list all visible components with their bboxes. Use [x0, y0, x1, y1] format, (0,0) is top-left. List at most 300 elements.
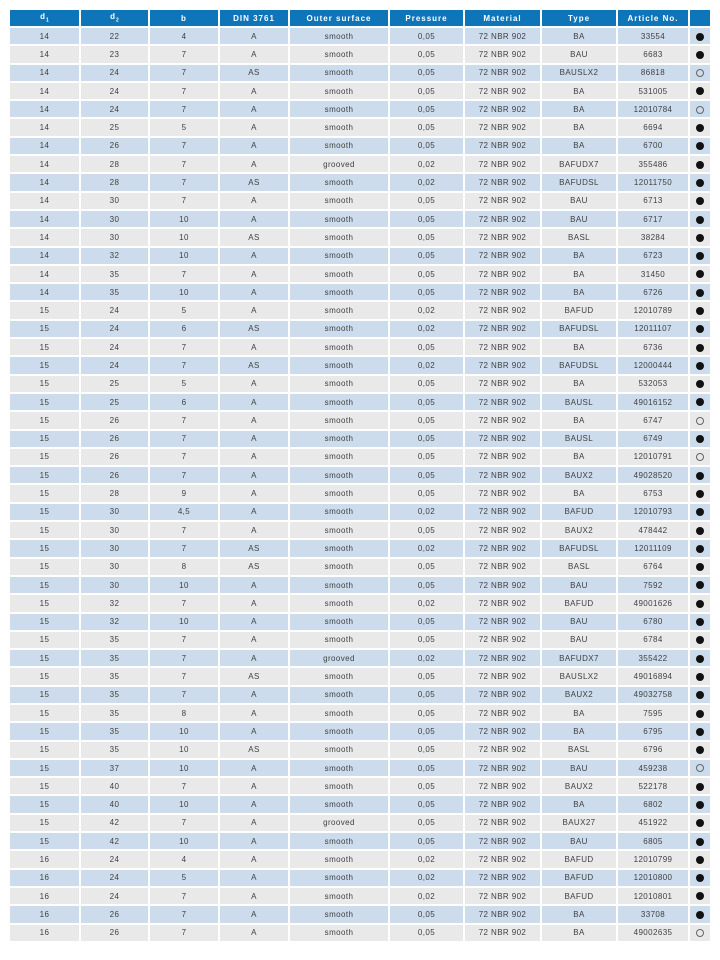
column-header-subscript: 2	[116, 17, 119, 24]
dot-filled-icon	[696, 819, 704, 827]
cell-material: 72 NBR 902	[465, 321, 542, 339]
cell-availability	[690, 833, 710, 851]
cell-type: BA	[542, 723, 618, 741]
cell-pressure: 0,05	[390, 742, 465, 760]
cell-article-no: 12010784	[618, 101, 690, 119]
cell-d2: 37	[81, 760, 150, 778]
cell-din-3761: A	[220, 449, 290, 467]
cell-b: 4,5	[150, 504, 220, 522]
cell-outer-surface: smooth	[290, 28, 390, 46]
cell-availability	[690, 357, 710, 375]
cell-material: 72 NBR 902	[465, 925, 542, 943]
column-header-type	[542, 10, 618, 28]
cell-material: 72 NBR 902	[465, 760, 542, 778]
cell-article-no: 12011109	[618, 540, 690, 558]
cell-availability	[690, 193, 710, 211]
cell-material: 72 NBR 902	[465, 229, 542, 247]
cell-outer-surface: smooth	[290, 595, 390, 613]
column-header-label: b	[181, 13, 187, 23]
column-header-label: DIN 3761	[233, 13, 275, 23]
cell-d2: 24	[81, 357, 150, 375]
dot-filled-icon	[696, 636, 704, 644]
cell-type: BASL	[542, 559, 618, 577]
table-row	[10, 357, 710, 375]
table-row	[10, 870, 710, 888]
cell-availability	[690, 28, 710, 46]
dot-filled-icon	[696, 801, 704, 809]
cell-outer-surface: smooth	[290, 705, 390, 723]
cell-outer-surface: smooth	[290, 614, 390, 632]
cell-pressure: 0,05	[390, 449, 465, 467]
dot-open-icon	[696, 417, 704, 425]
cell-material: 72 NBR 902	[465, 412, 542, 430]
cell-din-3761: A	[220, 376, 290, 394]
cell-outer-surface: smooth	[290, 742, 390, 760]
cell-material: 72 NBR 902	[465, 28, 542, 46]
cell-b: 7	[150, 687, 220, 705]
cell-article-no: 522178	[618, 778, 690, 796]
cell-material: 72 NBR 902	[465, 614, 542, 632]
cell-type: BA	[542, 83, 618, 101]
cell-pressure: 0,05	[390, 339, 465, 357]
cell-material: 72 NBR 902	[465, 431, 542, 449]
dot-filled-icon	[696, 142, 704, 150]
dot-filled-icon	[696, 856, 704, 864]
cell-pressure: 0,05	[390, 906, 465, 924]
cell-b: 9	[150, 485, 220, 503]
cell-article-no: 6749	[618, 431, 690, 449]
cell-pressure: 0,05	[390, 668, 465, 686]
cell-din-3761: AS	[220, 229, 290, 247]
cell-d1: 15	[10, 339, 81, 357]
cell-type: BA	[542, 376, 618, 394]
dot-filled-icon	[696, 179, 704, 187]
cell-b: 7	[150, 888, 220, 906]
dot-filled-icon	[696, 51, 704, 59]
cell-outer-surface: grooved	[290, 815, 390, 833]
cell-d2: 25	[81, 376, 150, 394]
table-row	[10, 705, 710, 723]
cell-type: BA	[542, 138, 618, 156]
cell-material: 72 NBR 902	[465, 302, 542, 320]
cell-article-no: 459238	[618, 760, 690, 778]
cell-material: 72 NBR 902	[465, 376, 542, 394]
dot-filled-icon	[696, 581, 704, 589]
dot-filled-icon	[696, 746, 704, 754]
cell-material: 72 NBR 902	[465, 577, 542, 595]
table-row	[10, 559, 710, 577]
cell-availability	[690, 46, 710, 64]
table-row	[10, 467, 710, 485]
cell-outer-surface: smooth	[290, 925, 390, 943]
cell-d1: 15	[10, 796, 81, 814]
cell-availability	[690, 431, 710, 449]
cell-availability	[690, 796, 710, 814]
cell-d2: 24	[81, 888, 150, 906]
cell-material: 72 NBR 902	[465, 723, 542, 741]
cell-material: 72 NBR 902	[465, 339, 542, 357]
column-header-label: d	[110, 12, 117, 22]
cell-article-no: 7592	[618, 577, 690, 595]
cell-availability	[690, 504, 710, 522]
table-row	[10, 504, 710, 522]
cell-material: 72 NBR 902	[465, 504, 542, 522]
cell-din-3761: A	[220, 723, 290, 741]
cell-outer-surface: smooth	[290, 632, 390, 650]
cell-outer-surface: smooth	[290, 83, 390, 101]
cell-pressure: 0,05	[390, 28, 465, 46]
cell-din-3761: AS	[220, 174, 290, 192]
cell-b: 7	[150, 815, 220, 833]
cell-b: 8	[150, 559, 220, 577]
cell-outer-surface: smooth	[290, 760, 390, 778]
cell-type: BA	[542, 485, 618, 503]
dot-filled-icon	[696, 124, 704, 132]
cell-material: 72 NBR 902	[465, 357, 542, 375]
cell-din-3761: A	[220, 28, 290, 46]
cell-d2: 30	[81, 522, 150, 540]
cell-material: 72 NBR 902	[465, 650, 542, 668]
cell-article-no: 6747	[618, 412, 690, 430]
dot-filled-icon	[696, 563, 704, 571]
cell-d2: 35	[81, 723, 150, 741]
cell-d1: 15	[10, 394, 81, 412]
cell-b: 7	[150, 46, 220, 64]
cell-din-3761: A	[220, 851, 290, 869]
cell-availability	[690, 760, 710, 778]
cell-pressure: 0,02	[390, 321, 465, 339]
dot-filled-icon	[696, 87, 704, 95]
cell-article-no: 6805	[618, 833, 690, 851]
dot-filled-icon	[696, 892, 704, 900]
cell-din-3761: AS	[220, 540, 290, 558]
column-header-availability	[690, 10, 710, 28]
cell-d2: 25	[81, 394, 150, 412]
cell-outer-surface: smooth	[290, 266, 390, 284]
cell-pressure: 0,05	[390, 412, 465, 430]
cell-article-no: 451922	[618, 815, 690, 833]
cell-pressure: 0,05	[390, 577, 465, 595]
cell-din-3761: AS	[220, 357, 290, 375]
cell-din-3761: A	[220, 485, 290, 503]
dot-filled-icon	[696, 618, 704, 626]
cell-din-3761: A	[220, 796, 290, 814]
dot-filled-icon	[696, 325, 704, 333]
cell-d2: 30	[81, 211, 150, 229]
cell-material: 72 NBR 902	[465, 888, 542, 906]
cell-outer-surface: smooth	[290, 284, 390, 302]
cell-b: 7	[150, 193, 220, 211]
table-row	[10, 595, 710, 613]
cell-d2: 24	[81, 321, 150, 339]
cell-d1: 15	[10, 742, 81, 760]
cell-outer-surface: smooth	[290, 229, 390, 247]
cell-article-no: 12010791	[618, 449, 690, 467]
cell-article-no: 6796	[618, 742, 690, 760]
cell-availability	[690, 705, 710, 723]
dot-open-icon	[696, 929, 704, 937]
cell-type: BAFUD	[542, 851, 618, 869]
cell-material: 72 NBR 902	[465, 46, 542, 64]
cell-material: 72 NBR 902	[465, 796, 542, 814]
table-row	[10, 449, 710, 467]
cell-type: BAFUDSL	[542, 357, 618, 375]
cell-article-no: 49016152	[618, 394, 690, 412]
cell-outer-surface: smooth	[290, 394, 390, 412]
cell-din-3761: A	[220, 431, 290, 449]
cell-outer-surface: smooth	[290, 376, 390, 394]
cell-b: 7	[150, 266, 220, 284]
cell-d1: 14	[10, 193, 81, 211]
table-row	[10, 577, 710, 595]
cell-d2: 32	[81, 595, 150, 613]
cell-article-no: 49016894	[618, 668, 690, 686]
cell-type: BAFUDX7	[542, 650, 618, 668]
cell-article-no: 6726	[618, 284, 690, 302]
cell-din-3761: A	[220, 906, 290, 924]
cell-d2: 25	[81, 119, 150, 137]
cell-d1: 15	[10, 412, 81, 430]
cell-pressure: 0,05	[390, 614, 465, 632]
table-row	[10, 851, 710, 869]
cell-type: BA	[542, 412, 618, 430]
cell-material: 72 NBR 902	[465, 595, 542, 613]
cell-din-3761: A	[220, 778, 290, 796]
cell-type: BA	[542, 119, 618, 137]
cell-din-3761: A	[220, 266, 290, 284]
cell-din-3761: A	[220, 412, 290, 430]
table-row	[10, 28, 710, 46]
cell-availability	[690, 138, 710, 156]
cell-d2: 35	[81, 742, 150, 760]
cell-outer-surface: smooth	[290, 668, 390, 686]
dot-filled-icon	[696, 655, 704, 663]
cell-outer-surface: grooved	[290, 156, 390, 174]
cell-din-3761: AS	[220, 321, 290, 339]
cell-availability	[690, 485, 710, 503]
cell-d1: 15	[10, 321, 81, 339]
cell-pressure: 0,05	[390, 632, 465, 650]
cell-din-3761: A	[220, 595, 290, 613]
cell-availability	[690, 851, 710, 869]
cell-d1: 16	[10, 888, 81, 906]
cell-d1: 15	[10, 614, 81, 632]
table-row	[10, 668, 710, 686]
cell-d2: 26	[81, 431, 150, 449]
cell-article-no: 12010793	[618, 504, 690, 522]
cell-b: 7	[150, 467, 220, 485]
cell-b: 10	[150, 229, 220, 247]
cell-outer-surface: smooth	[290, 796, 390, 814]
cell-din-3761: A	[220, 46, 290, 64]
cell-type: BAUX2	[542, 778, 618, 796]
cell-article-no: 12010799	[618, 851, 690, 869]
cell-article-no: 6694	[618, 119, 690, 137]
cell-article-no: 355422	[618, 650, 690, 668]
column-header-label: Article No.	[627, 13, 679, 23]
cell-pressure: 0,05	[390, 284, 465, 302]
cell-d2: 26	[81, 925, 150, 943]
cell-d1: 15	[10, 559, 81, 577]
cell-pressure: 0,02	[390, 650, 465, 668]
table-row	[10, 101, 710, 119]
cell-b: 10	[150, 742, 220, 760]
cell-type: BA	[542, 906, 618, 924]
cell-type: BAFUDSL	[542, 321, 618, 339]
cell-article-no: 6713	[618, 193, 690, 211]
cell-pressure: 0,05	[390, 796, 465, 814]
cell-d2: 26	[81, 138, 150, 156]
cell-availability	[690, 412, 710, 430]
cell-din-3761: A	[220, 577, 290, 595]
cell-article-no: 6784	[618, 632, 690, 650]
cell-d2: 26	[81, 449, 150, 467]
cell-type: BA	[542, 449, 618, 467]
dot-filled-icon	[696, 197, 704, 205]
cell-pressure: 0,05	[390, 559, 465, 577]
cell-type: BAU	[542, 614, 618, 632]
dot-filled-icon	[696, 911, 704, 919]
cell-article-no: 12011107	[618, 321, 690, 339]
cell-availability	[690, 888, 710, 906]
cell-article-no: 33708	[618, 906, 690, 924]
dot-filled-icon	[696, 874, 704, 882]
cell-type: BAUX27	[542, 815, 618, 833]
table-body	[10, 28, 710, 943]
column-header-d1	[10, 10, 81, 28]
cell-type: BASL	[542, 229, 618, 247]
cell-d2: 24	[81, 851, 150, 869]
cell-material: 72 NBR 902	[465, 833, 542, 851]
cell-type: BA	[542, 925, 618, 943]
cell-d1: 15	[10, 687, 81, 705]
cell-type: BAFUDX7	[542, 156, 618, 174]
cell-d1: 15	[10, 302, 81, 320]
table-row	[10, 614, 710, 632]
column-header-d2	[81, 10, 150, 28]
cell-pressure: 0,02	[390, 870, 465, 888]
cell-material: 72 NBR 902	[465, 705, 542, 723]
cell-material: 72 NBR 902	[465, 174, 542, 192]
cell-din-3761: AS	[220, 559, 290, 577]
cell-d1: 14	[10, 119, 81, 137]
cell-article-no: 12010800	[618, 870, 690, 888]
cell-article-no: 532053	[618, 376, 690, 394]
cell-type: BAU	[542, 193, 618, 211]
cell-availability	[690, 174, 710, 192]
column-header-din-3761	[220, 10, 290, 28]
cell-din-3761: A	[220, 284, 290, 302]
cell-din-3761: A	[220, 614, 290, 632]
cell-din-3761: A	[220, 302, 290, 320]
cell-din-3761: AS	[220, 742, 290, 760]
cell-material: 72 NBR 902	[465, 906, 542, 924]
cell-outer-surface: smooth	[290, 870, 390, 888]
cell-d1: 14	[10, 101, 81, 119]
cell-d1: 16	[10, 870, 81, 888]
table-row	[10, 156, 710, 174]
cell-material: 72 NBR 902	[465, 815, 542, 833]
cell-din-3761: A	[220, 193, 290, 211]
cell-outer-surface: smooth	[290, 449, 390, 467]
cell-availability	[690, 266, 710, 284]
cell-pressure: 0,02	[390, 357, 465, 375]
cell-article-no: 6780	[618, 614, 690, 632]
cell-outer-surface: smooth	[290, 431, 390, 449]
cell-pressure: 0,05	[390, 760, 465, 778]
dot-filled-icon	[696, 527, 704, 535]
cell-d1: 15	[10, 632, 81, 650]
table-row	[10, 412, 710, 430]
cell-b: 7	[150, 339, 220, 357]
cell-b: 7	[150, 906, 220, 924]
table-row	[10, 376, 710, 394]
dot-filled-icon	[696, 472, 704, 480]
cell-article-no: 12010801	[618, 888, 690, 906]
cell-outer-surface: smooth	[290, 211, 390, 229]
cell-availability	[690, 906, 710, 924]
table-row	[10, 248, 710, 266]
dot-filled-icon	[696, 783, 704, 791]
cell-d1: 15	[10, 540, 81, 558]
cell-type: BASL	[542, 742, 618, 760]
cell-pressure: 0,05	[390, 119, 465, 137]
cell-outer-surface: smooth	[290, 559, 390, 577]
cell-b: 7	[150, 138, 220, 156]
cell-b: 10	[150, 796, 220, 814]
dot-filled-icon	[696, 216, 704, 224]
cell-outer-surface: smooth	[290, 174, 390, 192]
cell-din-3761: A	[220, 888, 290, 906]
cell-din-3761: A	[220, 101, 290, 119]
cell-pressure: 0,02	[390, 851, 465, 869]
cell-material: 72 NBR 902	[465, 193, 542, 211]
cell-b: 7	[150, 778, 220, 796]
cell-d2: 26	[81, 906, 150, 924]
cell-din-3761: A	[220, 833, 290, 851]
cell-d1: 15	[10, 668, 81, 686]
cell-outer-surface: smooth	[290, 778, 390, 796]
column-header-label: Outer surface	[306, 13, 372, 23]
cell-b: 7	[150, 668, 220, 686]
table-row	[10, 138, 710, 156]
cell-material: 72 NBR 902	[465, 101, 542, 119]
column-header-material	[465, 10, 542, 28]
cell-d2: 22	[81, 28, 150, 46]
cell-availability	[690, 101, 710, 119]
cell-din-3761: A	[220, 632, 290, 650]
cell-pressure: 0,02	[390, 888, 465, 906]
cell-availability	[690, 449, 710, 467]
cell-material: 72 NBR 902	[465, 65, 542, 83]
cell-din-3761: A	[220, 705, 290, 723]
cell-b: 5	[150, 376, 220, 394]
cell-b: 10	[150, 577, 220, 595]
cell-material: 72 NBR 902	[465, 687, 542, 705]
cell-availability	[690, 742, 710, 760]
cell-article-no: 6802	[618, 796, 690, 814]
cell-d1: 16	[10, 851, 81, 869]
table-row	[10, 778, 710, 796]
cell-d1: 15	[10, 595, 81, 613]
cell-d2: 30	[81, 229, 150, 247]
cell-b: 7	[150, 65, 220, 83]
table-row	[10, 925, 710, 943]
cell-d1: 15	[10, 577, 81, 595]
cell-pressure: 0,05	[390, 101, 465, 119]
cell-type: BA	[542, 705, 618, 723]
cell-d1: 14	[10, 266, 81, 284]
